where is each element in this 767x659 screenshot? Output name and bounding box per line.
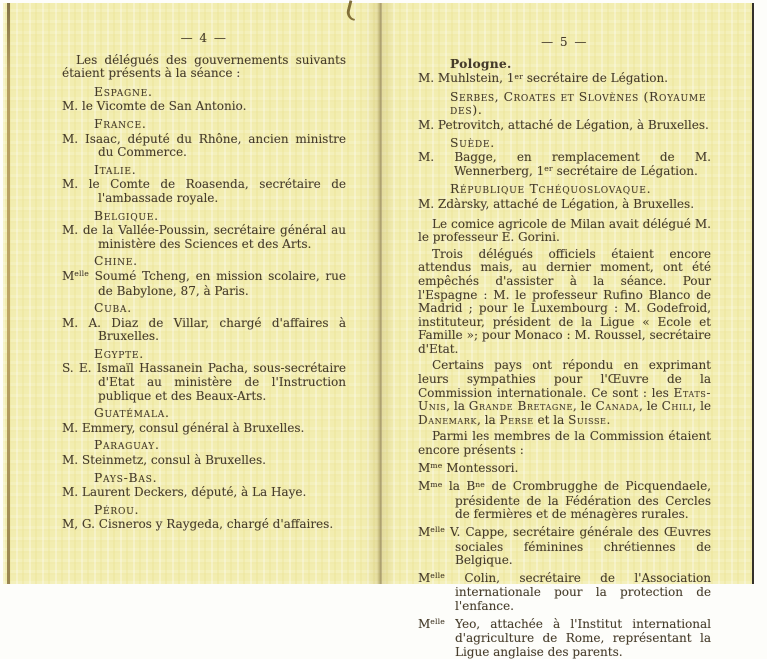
country-heading: Chine. [94, 254, 138, 269]
country-entry-pays-bas [62, 472, 346, 500]
book-pages [3, 3, 754, 659]
country-heading: République Tchéquoslovaque. [450, 182, 652, 197]
delegate-line: S. E. Ismaïl Hassanein Pacha, sous-secrétaire d'Etat au ministère de l'Instruction publique et des Beaux-Arts. [62, 361, 346, 403]
country-heading: Suède. [450, 135, 495, 150]
delegate-line: M. Emmery, consul général à Bruxelles. [62, 420, 305, 435]
delegate-line: M. Muhlstein, 1er secrétaire de Légation. [418, 71, 668, 86]
paragraph-trois-delegues: Trois délégués officiels étaient encore attendus mais, au dernier moment, ont été empêchés d'assister à la séance. Pour l'Espagne : M. le professeur Rufino Blanco de Madrid ; pour le Luxembourg : M. Godefroid, instituteur, président de la Ligue « Ecole et Famille »; pour Monaco : M. Roussel, secrétaire d'Etat. [418, 246, 711, 356]
country-entry-paraguay [62, 439, 346, 467]
country-heading: Egypte. [94, 346, 144, 361]
delegate-line: M. Isaac, député du Rhône, ancien ministre du Commerce. [62, 131, 346, 160]
country-entry-cuba [62, 302, 346, 344]
delegate-line: M. A. Diaz de Villar, chargé d'affaires à Bruxelles. [62, 315, 346, 344]
member-line-colin: $M^{elle}$ Colin, secrétaire de l'Association internationale pour la protection de l'enfance. [418, 570, 711, 613]
country-entry-egypte [62, 348, 346, 403]
member-line-cappe: $M^{elle}$ V. Cappe, secrétaire générale des Œuvres sociales féminines chrétiennes de Belgique. [418, 525, 711, 568]
delegate-line: $M^{elle}$ Soumé Tcheng, en mission scolaire, rue de Babylone, 87, à Paris. [62, 268, 346, 298]
country-heading: Belgique. [94, 208, 159, 223]
paragraph-parmi: Parmi les membres de la Commission étaient encore présents : [418, 429, 711, 458]
country-heading: Pérou. [94, 502, 140, 517]
page-right [385, 3, 735, 659]
delegate-line: M. Zdàrsky, attaché de Légation, à Bruxelles. [418, 196, 695, 211]
delegate-line: M, G. Cisneros y Raygeda, chargé d'affaires. [62, 517, 334, 532]
country-entry-guatemala [62, 407, 346, 435]
book-left-edge [7, 3, 10, 584]
country-entry-italie [62, 164, 346, 206]
country-entry-serbes-croates-slovenes [418, 91, 711, 133]
country-entry-espagne [62, 86, 346, 114]
delegate-line: M. Bagge, en remplacement de M. Wennerberg, 1er secrétaire de Légation. [418, 150, 711, 178]
country-heading: Serbes, Croates et Slovènes (Royaume des). [450, 89, 707, 118]
delegate-line: M. le Vicomte de San Antonio. [62, 99, 247, 114]
delegate-line: M. Laurent Deckers, député, à La Haye. [62, 485, 307, 500]
country-entry-france [62, 118, 346, 160]
country-heading: Paraguay. [94, 438, 160, 453]
country-entry-pologne [418, 58, 711, 87]
country-heading: Pays-Bas. [94, 470, 158, 485]
delegate-line: M. Petrovitch, attaché de Légation, à Bruxelles. [418, 117, 709, 132]
country-heading: Cuba. [94, 301, 132, 316]
country-heading: France. [94, 116, 147, 131]
delegate-line: M. Steinmetz, consul à Bruxelles. [62, 453, 266, 468]
delegate-line: M. le Comte de Roasenda, secrétaire de l'ambassade royale. [62, 177, 346, 205]
country-heading: Guatémala. [94, 406, 170, 421]
country-heading: Pologne. [450, 56, 512, 71]
country-heading: Italie. [94, 162, 137, 177]
member-line-crombrugghe: $M^{me}$ la $B^{ne}$ de Crombrugghe de Picquendaele, présidente de la Fédération des Cercles de fermières et de ménagères rurales. [418, 479, 711, 522]
paragraph-certains-pays: Certains pays ont répondu en exprimant leurs sympathies pour l'Œuvre de la Commission internationale. Ce sont : les Etats-Unis, la Grande Bretagne, le Canada, le Chili, le Danemark, la Perse et la Suisse. [418, 358, 712, 427]
paragraph-comice: Le comice agricole de Milan avait délégué M. le professeur E. Gorini. [418, 216, 711, 245]
country-entry-perou [62, 504, 346, 532]
country-entry-suede [418, 137, 711, 180]
member-line-yeo: $M^{elle}$ Yeo, attachée à l'Institut international d'agriculture de Rome, représentant la Ligue anglaise des parents. [418, 616, 711, 659]
delegate-line: M. de la Vallée-Poussin, secrétaire général au ministère des Sciences et des Arts. [62, 223, 346, 251]
country-entry-belgique [62, 210, 346, 252]
country-heading: Espagne. [94, 84, 153, 99]
page-number-left: — 4 — [180, 31, 228, 45]
page-number-right: — 5 — [541, 35, 588, 49]
intro-paragraph: Les délégués des gouvernements suivants étaient présents à la séance : [62, 52, 346, 81]
country-entry-tchequoslovaquie [418, 183, 711, 211]
country-entry-chine [62, 255, 346, 298]
page-left [12, 3, 368, 584]
member-line-montessori: $M^{me}$ Montessori. [418, 460, 519, 475]
